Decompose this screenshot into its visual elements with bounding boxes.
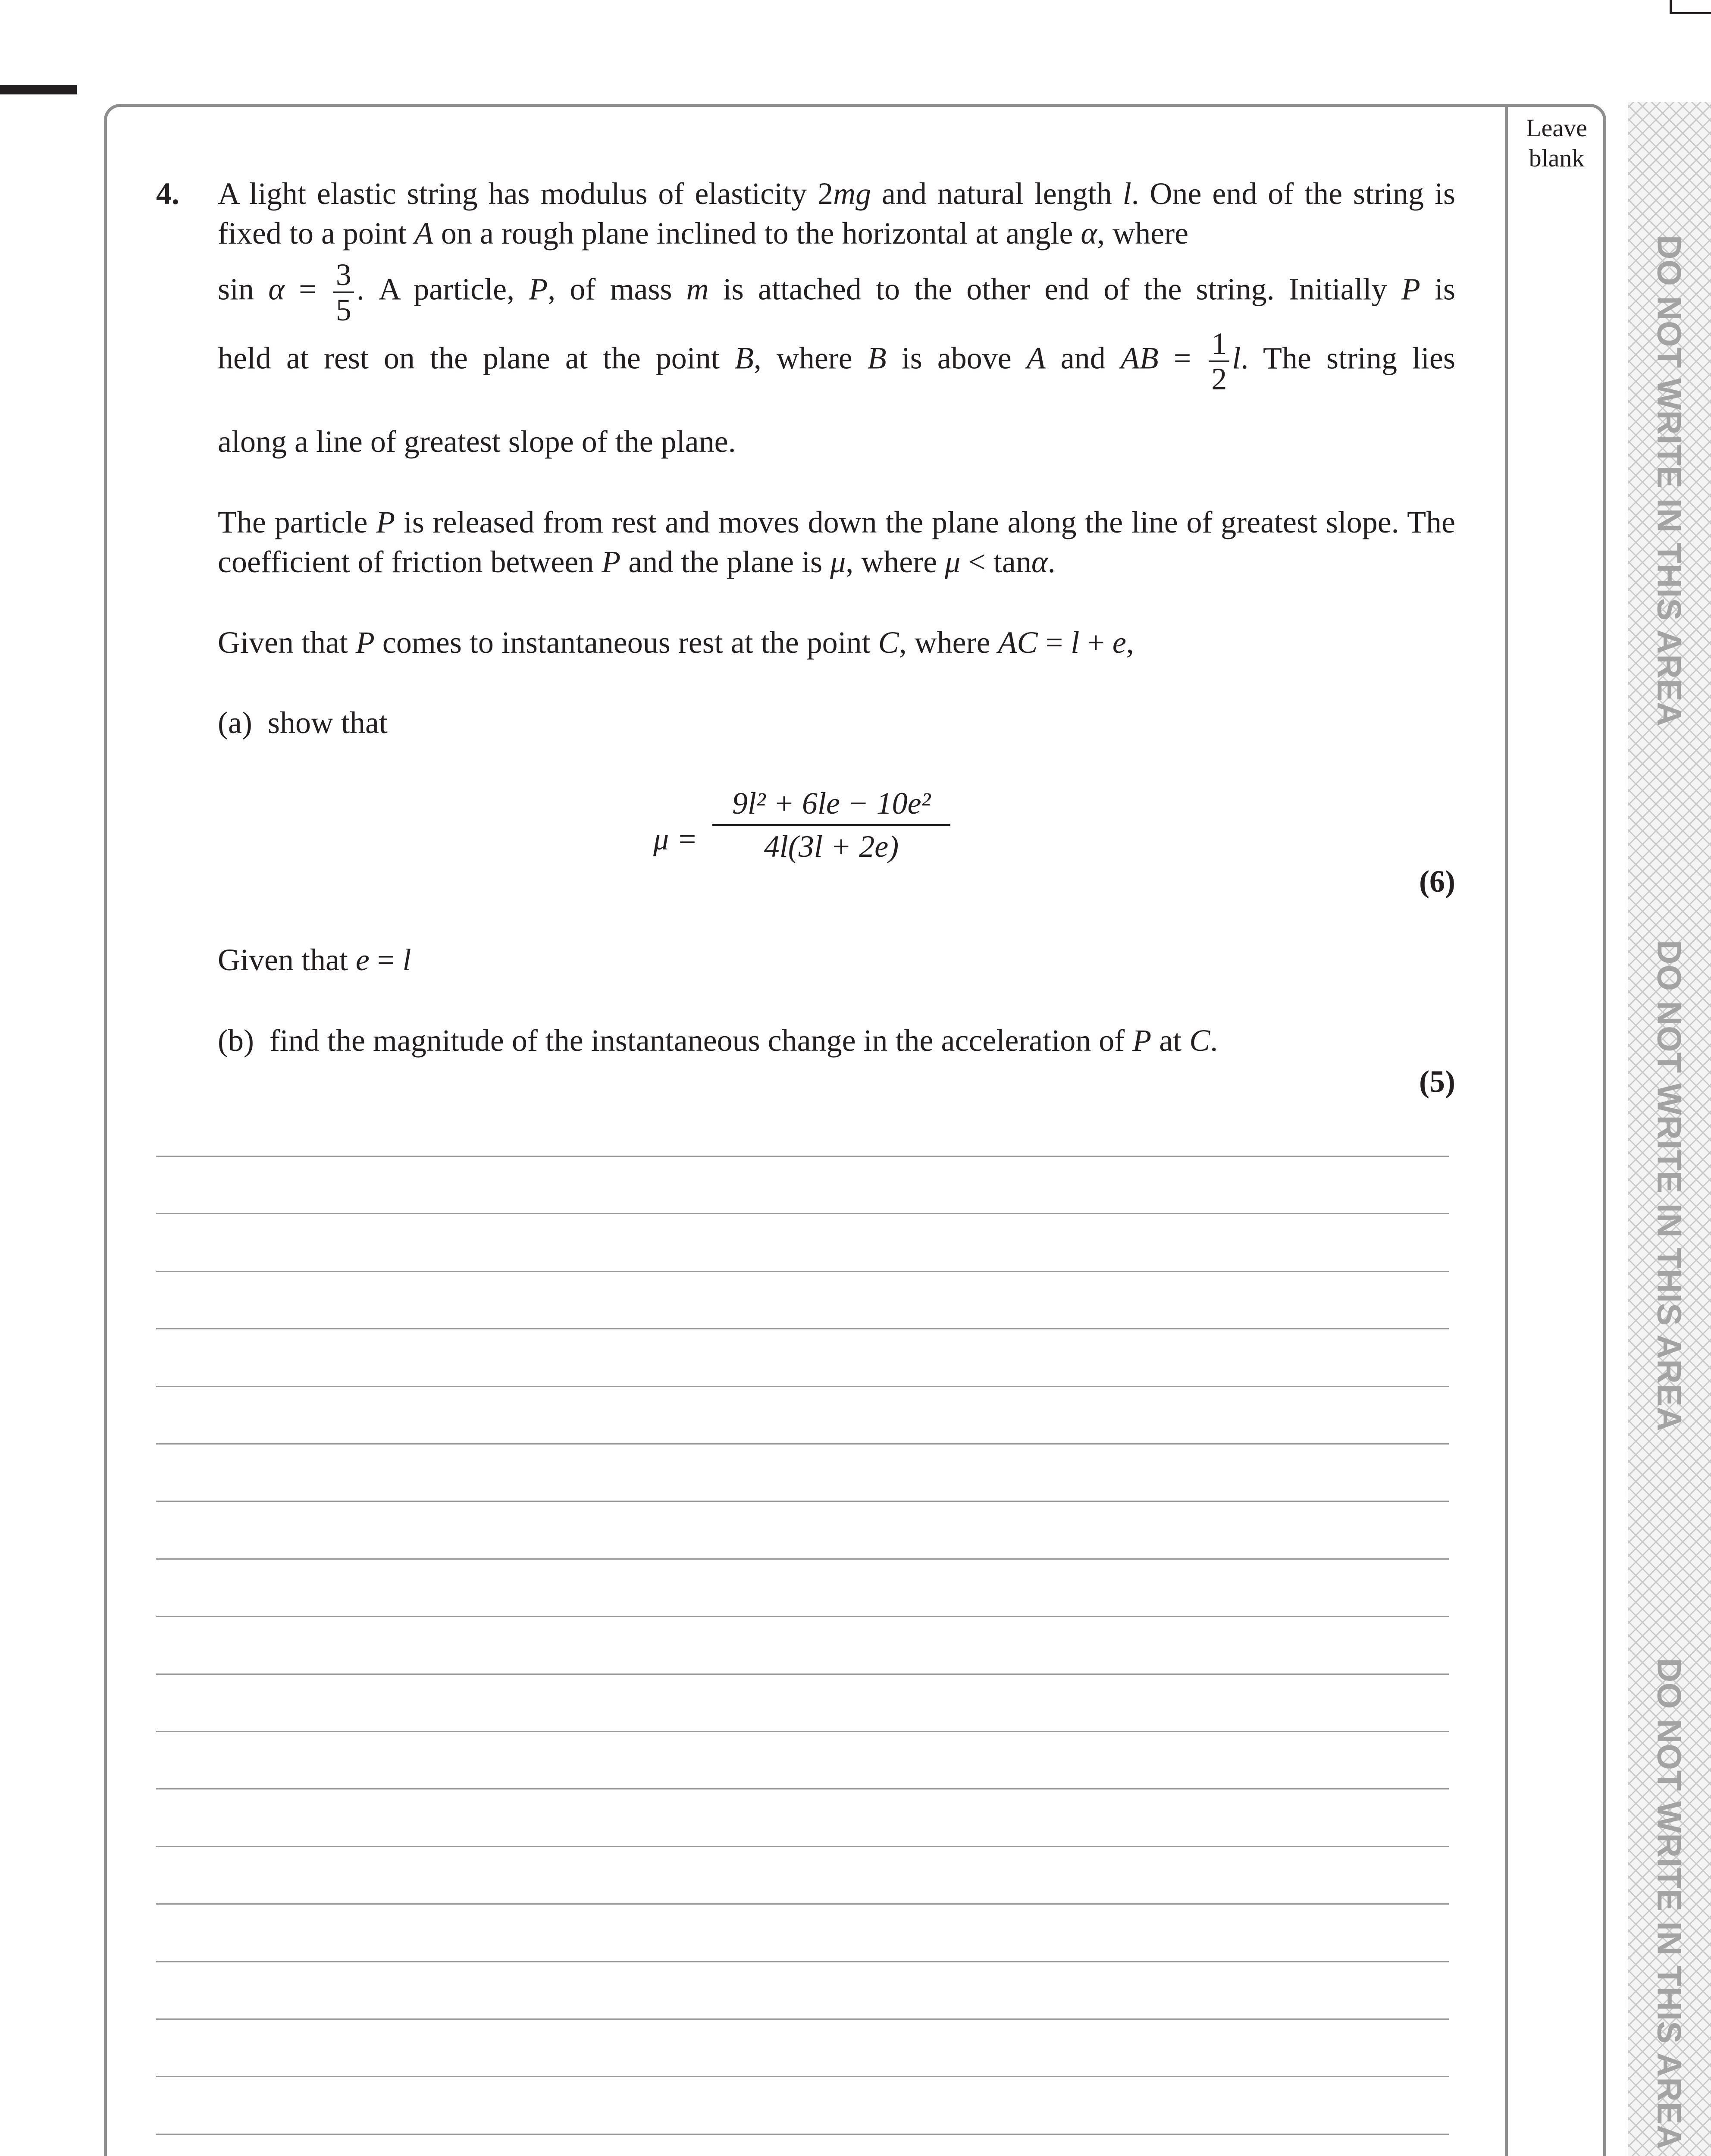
answer-frame (104, 104, 1606, 2156)
crop-mark-top-left (0, 85, 77, 94)
text: is released from rest and moves down the plane along the line of greatest slope. The coefficient of friction between (218, 505, 1456, 579)
text: is above (886, 341, 1027, 376)
answer-line[interactable] (156, 1731, 1449, 1732)
text: = (369, 943, 403, 977)
blank-label: blank (1529, 144, 1585, 172)
question-number: 4. (156, 176, 179, 211)
text: and natural length (871, 176, 1123, 211)
text: . The string lies (1241, 341, 1456, 376)
text: . (1210, 1023, 1218, 1058)
text: and the plane is (620, 545, 830, 579)
text: P (1132, 1023, 1152, 1058)
text: is (1420, 272, 1456, 307)
leave-label: Leave (1526, 114, 1587, 142)
answer-line[interactable] (156, 1501, 1449, 1502)
text: α (1031, 545, 1048, 579)
text: . (1047, 545, 1056, 579)
text: sin (218, 272, 254, 307)
text: A light elastic string has modulus of elasticity 2 (218, 176, 834, 211)
answer-line[interactable] (156, 1846, 1449, 1847)
crop-mark-top-right-h (1670, 12, 1711, 14)
text: μ (945, 545, 961, 579)
part-a-label: (a) (218, 705, 252, 740)
part-a-text: show that (267, 705, 388, 740)
part-b (218, 1021, 1455, 1060)
fraction-denominator: 2 (1211, 362, 1227, 396)
text: C (878, 625, 899, 660)
question-line-ab: held at rest on the plane at the point B, where B is above A and AB = $\frac{1}{2}$ l. The string lies (218, 326, 1456, 396)
text: , where (846, 545, 945, 579)
crop-mark-top-right (1670, 0, 1672, 13)
text: Given that (218, 943, 356, 977)
text: and (1045, 341, 1121, 376)
text: e (355, 943, 370, 977)
margin-warning-3: DO NOT WRITE IN THIS AREA (1650, 1658, 1689, 2150)
text: A (1026, 341, 1046, 376)
text: B (867, 341, 887, 376)
question-line-sin (218, 258, 1455, 327)
text: , (1126, 625, 1134, 660)
fraction-sin-alpha (333, 258, 354, 327)
answer-line[interactable] (156, 1271, 1449, 1272)
text: < tan (960, 545, 1031, 579)
margin-warning-2: DO NOT WRITE IN THIS AREA (1650, 940, 1689, 1432)
text: , of mass (548, 272, 686, 307)
text: = (1037, 625, 1071, 660)
answer-line[interactable] (156, 1903, 1449, 1905)
text: C (1189, 1023, 1210, 1058)
fraction-denominator: 5 (335, 293, 351, 327)
text: P (355, 625, 375, 660)
marks-part-b: (5) (1419, 1064, 1455, 1099)
formula-lhs: μ = (653, 822, 698, 856)
question-given-paragraph (218, 623, 1455, 662)
fraction-numerator: 1 (1209, 327, 1229, 362)
text: . A particle, (356, 272, 529, 307)
text: at (1151, 1023, 1190, 1058)
text: l (402, 943, 411, 977)
text: find the magnitude of the instantaneous change in the acceleration of (269, 1023, 1133, 1058)
formula-fraction (712, 783, 950, 867)
text: , where (1097, 216, 1189, 251)
answer-line[interactable] (156, 2134, 1449, 2135)
marks-part-a: (6) (1419, 864, 1455, 899)
answer-line[interactable] (156, 1616, 1449, 1617)
answer-line[interactable] (156, 1673, 1449, 1675)
text: AB (1120, 341, 1159, 376)
text: l (1071, 625, 1080, 660)
answer-line[interactable] (156, 2076, 1449, 2077)
given-e-equals-l (218, 940, 1455, 980)
text: , where (899, 625, 998, 660)
answer-line[interactable] (156, 1328, 1449, 1329)
answer-line[interactable] (156, 2018, 1449, 2020)
fraction-ab (1209, 327, 1229, 396)
text: held at rest on the plane at the point (218, 341, 735, 376)
answer-line[interactable] (156, 1788, 1449, 1789)
text: is attached to the other end of the string. Initially (708, 272, 1401, 307)
answer-line[interactable] (156, 1558, 1449, 1560)
question-release-paragraph (218, 502, 1455, 582)
text: mg (833, 176, 871, 211)
text: m (686, 272, 709, 307)
leave-blank-divider (1505, 107, 1508, 2156)
text: AC (998, 625, 1038, 660)
text: A (414, 216, 433, 251)
answer-line[interactable] (156, 1443, 1449, 1445)
answer-line[interactable] (156, 1386, 1449, 1387)
text: P (602, 545, 621, 579)
text: μ (830, 545, 846, 579)
margin-warning-1: DO NOT WRITE IN THIS AREA (1650, 235, 1689, 727)
text: α (1081, 216, 1097, 251)
text: l (1122, 176, 1131, 211)
answer-line[interactable] (156, 1961, 1449, 1962)
text: P (529, 272, 548, 307)
text: The particle (218, 505, 376, 539)
text: comes to instantaneous rest at the point (374, 625, 878, 660)
answer-line[interactable] (156, 1213, 1449, 1214)
text: Given that (218, 625, 356, 660)
text: . One end of the string is fixed to a point (218, 176, 1455, 251)
leave-blank-label (1509, 113, 1604, 173)
text: B (734, 341, 754, 376)
text: e (1112, 625, 1126, 660)
question-intro (218, 174, 1455, 253)
text: on a rough plane inclined to the horizontal at angle (433, 216, 1081, 251)
formula-numerator: 9l² + 6le − 10e² (712, 783, 950, 826)
part-a (218, 703, 1455, 743)
text: + (1079, 625, 1112, 660)
text: = (284, 272, 317, 307)
question-line-slope: along a line of greatest slope of the plane. (218, 424, 736, 459)
text: l (1232, 341, 1241, 376)
answer-line[interactable] (156, 1156, 1449, 1157)
formula-denominator: 4l(3l + 2e) (764, 829, 899, 864)
text: P (376, 505, 395, 539)
part-b-label: (b) (218, 1023, 254, 1058)
text: P (1401, 272, 1420, 307)
text: , where (753, 341, 868, 376)
fraction-numerator: 3 (333, 258, 354, 293)
text: α (268, 272, 285, 307)
